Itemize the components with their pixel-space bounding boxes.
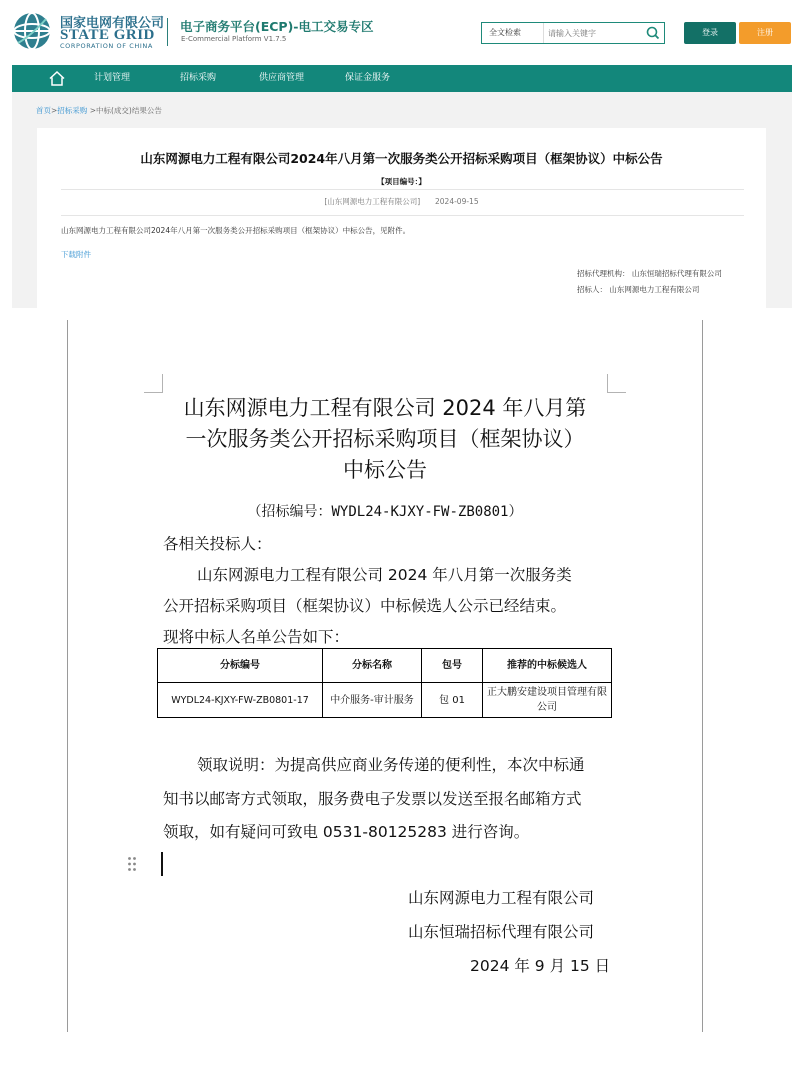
paragraph-line: 山东网源电力工程有限公司 2024 年八月第一次服务类 (197, 566, 572, 584)
login-button[interactable]: 登录 (684, 22, 736, 44)
table-header: 分标编号 (158, 649, 323, 683)
search-box (481, 22, 665, 44)
state-grid-logo-icon[interactable] (12, 11, 52, 51)
divider (61, 215, 744, 216)
nav-item-procurement[interactable]: 招标采购 (180, 73, 217, 83)
announcement-card (37, 128, 766, 308)
logo-en-subtext: CORPORATION OF CHINA (60, 42, 153, 50)
signature-org: 山东网源电力工程有限公司 (408, 889, 595, 907)
site-header (0, 0, 800, 64)
table-cell: 中介服务-审计服务 (323, 683, 422, 718)
nav-item-supplier[interactable]: 供应商管理 (259, 73, 305, 83)
table-row (158, 683, 612, 718)
drag-handle-icon[interactable] (127, 856, 137, 872)
breadcrumb-current: 中标(成交)结果公告 (95, 106, 162, 115)
divider (61, 189, 744, 190)
table-cell: WYDL24-KJXY-FW-ZB0801-17 (158, 683, 323, 718)
signature-agent: 山东恒瑞招标代理有限公司 (408, 923, 595, 941)
text-cursor (161, 852, 163, 876)
tender-code: （招标编号：WYDL24-KJXY-FW-ZB0801） (247, 504, 523, 520)
announcement-date: 2024-09-15 (435, 197, 479, 206)
paragraph-line: 公开招标采购项目（框架协议）中标候选人公示已经结束。 (163, 597, 567, 615)
announcement-meta (37, 196, 766, 207)
table-header: 分标名称 (323, 649, 422, 683)
winner-table (157, 648, 612, 718)
logo-cn-text: 国家电网有限公司 (60, 16, 165, 31)
table-header: 推荐的中标候选人 (483, 649, 612, 683)
main-nav (12, 65, 792, 92)
nav-item-deposit[interactable]: 保证金服务 (345, 73, 391, 83)
table-cell: 包 01 (422, 683, 483, 718)
table-header: 包号 (422, 649, 483, 683)
breadcrumb-sep: > (89, 106, 96, 115)
search-icon[interactable] (645, 25, 661, 41)
breadcrumb-sep: > (51, 106, 58, 115)
document-title-line: 一次服务类公开招标采购项目（框架协议） (185, 427, 585, 451)
document-title (150, 393, 620, 486)
bidding-agent: 招标代理机构： 山东恒瑞招标代理有限公司 (577, 269, 722, 278)
nav-item-plan[interactable]: 计划管理 (94, 73, 131, 83)
table-header-row (158, 649, 612, 683)
greeting: 各相关投标人： (163, 535, 272, 553)
bidder: 招标人： 山东网源电力工程有限公司 (577, 285, 700, 294)
page-right-edge (702, 320, 703, 1032)
search-input[interactable] (546, 25, 646, 41)
margin-corner (607, 374, 626, 393)
breadcrumb (36, 105, 162, 116)
announcement-org: [山东网源电力工程有限公司] (324, 197, 421, 206)
download-attachment-link[interactable]: 下载附件 (61, 250, 91, 259)
announcement-title: 山东网源电力工程有限公司2024年八月第一次服务类公开招标采购项目（框架协议）中标公告 (140, 151, 663, 166)
signature-date: 2024 年 9 月 15 日 (470, 957, 611, 975)
home-icon[interactable] (48, 70, 66, 87)
header-divider (167, 18, 168, 46)
platform-version: E-Commercial Platform V1.7.5 (181, 35, 287, 43)
platform-title: 电子商务平台(ECP)-电工交易专区 (180, 19, 374, 34)
logo-en-text: STATE GRID (60, 27, 155, 43)
register-button[interactable]: 注册 (739, 22, 791, 44)
document-title-line: 山东网源电力工程有限公司 2024 年八月第 (183, 396, 587, 420)
breadcrumb-home[interactable]: 首页 (36, 106, 51, 115)
paragraph-line: 现将中标人名单公告如下： (163, 628, 350, 646)
paragraph-line: 知书以邮寄方式领取，服务费电子发票以发送至报名邮箱方式 (163, 790, 582, 808)
paragraph-line: 领取，如有疑问可致电 0531-80125283 进行咨询。 (163, 823, 530, 841)
announcement-body: 山东网源电力工程有限公司2024年八月第一次服务类公开招标采购项目（框架协议）中标公告，见附件。 (61, 226, 411, 235)
project-number: 【项目编号：】 (377, 177, 426, 186)
page-left-edge (67, 320, 68, 1032)
search-scope-select[interactable]: 全文检索 (482, 23, 544, 43)
document-title-line: 中标公告 (343, 458, 427, 482)
table-cell: 正大鹏安建设项目管理有限公司 (483, 683, 612, 718)
paragraph-line: 领取说明：为提高供应商业务传递的便利性，本次中标通 (197, 756, 585, 774)
breadcrumb-section[interactable]: 招标采购 (57, 106, 88, 115)
margin-corner (144, 374, 163, 393)
